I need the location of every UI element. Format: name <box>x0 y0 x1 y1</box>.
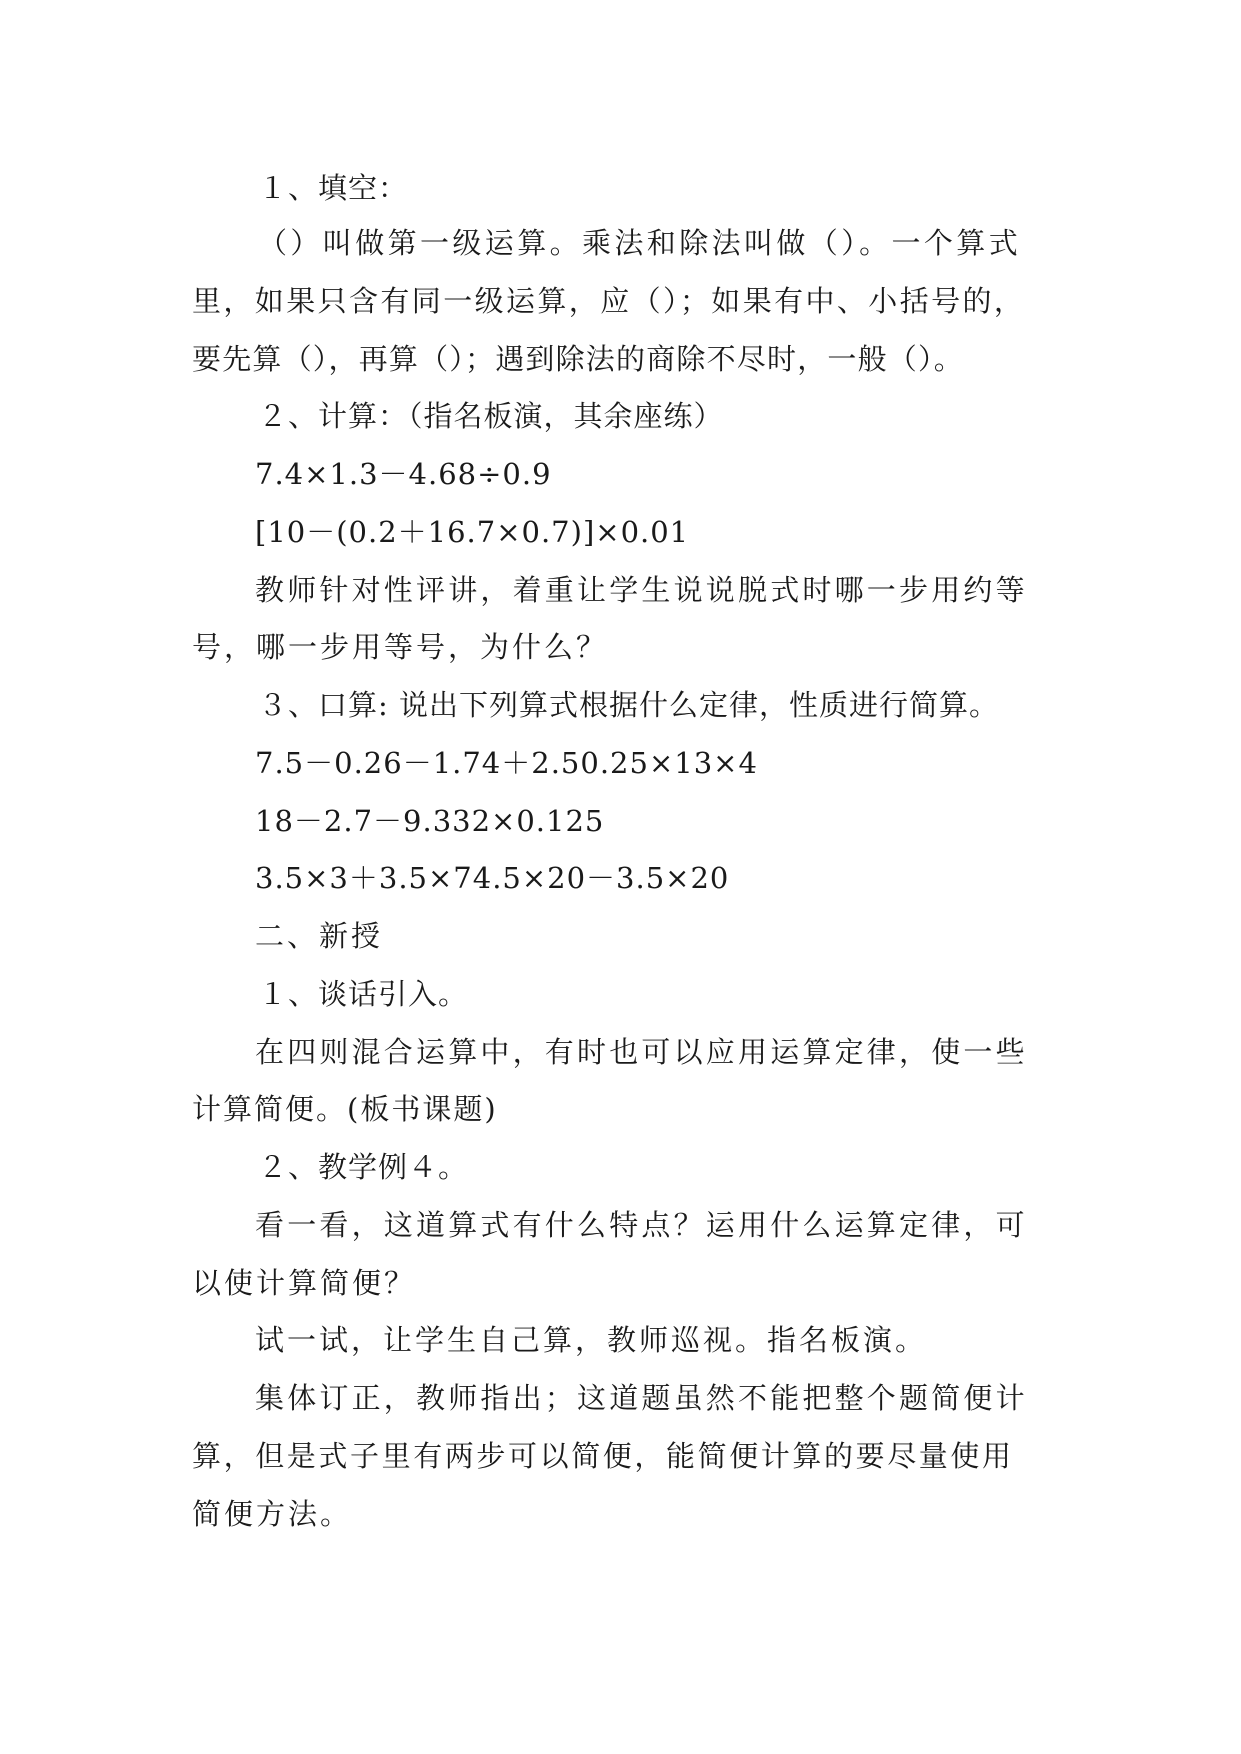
expression-line: 7.4×1.3－4.68÷0.9 <box>255 457 552 491</box>
heading-fill-blank: １、填空： <box>258 171 409 205</box>
paragraph-line: 集体订正，教师指出；这道题虽然不能把整个题简便计 <box>255 1381 1028 1415</box>
paragraph-line: 里，如果只含有同一级运算，应（）；如果有中、小括号的， <box>192 284 1026 318</box>
expression-line: 18－2.7－9.332×0.125 <box>255 804 605 838</box>
paragraph-line: 在四则混合运算中，有时也可以应用运算定律，使一些 <box>255 1035 1028 1069</box>
heading-mental-math: ３、口算: 说出下列算式根据什么定律，性质进行简算。 <box>258 688 999 722</box>
paragraph-line: 看一看，这道算式有什么特点？运用什么运算定律，可 <box>255 1208 1028 1242</box>
paragraph-line: （）叫做第一级运算。乘法和除法叫做（）。一个算式 <box>258 226 1022 260</box>
paragraph-line: 号，哪一步用等号，为什么？ <box>192 630 609 664</box>
paragraph-line: 以使计算简便？ <box>192 1266 417 1300</box>
paragraph-line: 试一试，让学生自己算，教师巡视。指名板演。 <box>255 1323 928 1357</box>
paragraph-line: 算，但是式子里有两步可以简便，能简便计算的要尽量使用 <box>192 1439 1014 1473</box>
expression-line: [10－(0.2＋16.7×0.7)]×0.01 <box>255 515 690 549</box>
section-heading-new-lesson: 二、新授 <box>255 919 384 953</box>
expression-line: 3.5×3＋3.5×74.5×20－3.5×20 <box>255 861 730 895</box>
heading-calculate: ２、计算：（指名板演，其余座练） <box>258 399 724 433</box>
paragraph-line: 要先算（），再算（）；遇到除法的商除不尽时，一般（）。 <box>192 342 964 376</box>
paragraph-line: 简便方法。 <box>192 1497 353 1531</box>
heading-introduction: １、谈话引入。 <box>258 977 469 1011</box>
paragraph-line: 教师针对性评讲，着重让学生说说脱式时哪一步用约等 <box>255 573 1028 607</box>
paragraph-line: 计算简便。(板书课题) <box>192 1092 498 1126</box>
expression-line: 7.5－0.26－1.74＋2.50.25×13×4 <box>255 746 758 780</box>
heading-example: ２、教学例４。 <box>258 1150 469 1184</box>
